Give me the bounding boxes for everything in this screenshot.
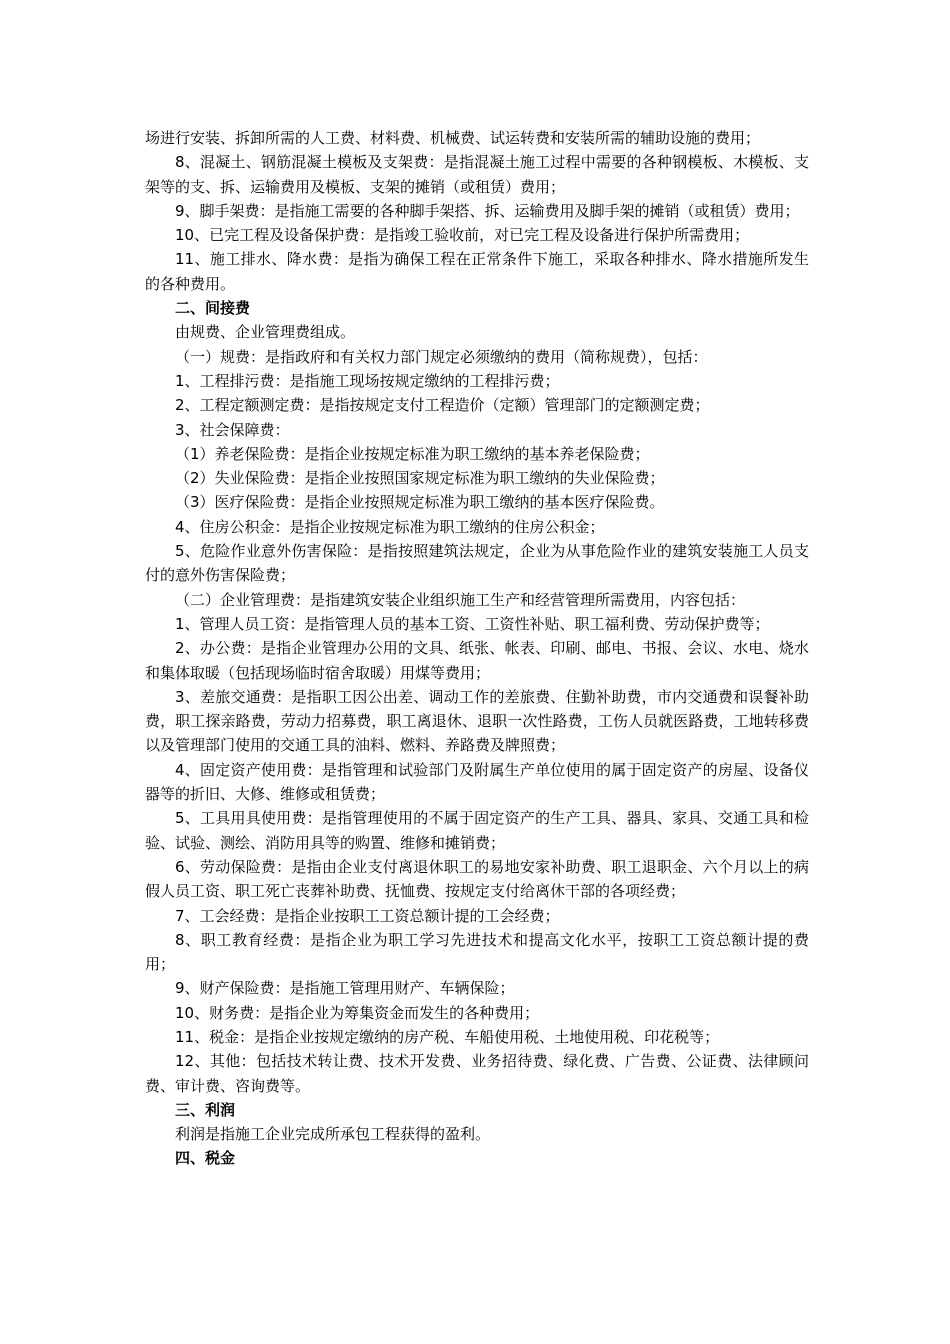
section-heading: 二、间接费	[175, 299, 251, 318]
section-heading: 四、税金	[175, 1149, 236, 1168]
paragraph: 4、固定资产使用费：是指管理和试验部门及附属生产单位使用的属于固定资产的房屋、设备仪器等的折旧、大修、维修或租赁费；	[145, 760, 809, 804]
paragraph: 利润是指施工企业完成所承包工程获得的盈利。	[175, 1125, 491, 1144]
paragraph: 3、社会保障费：	[175, 420, 290, 439]
paragraph: 5、工具用具使用费：是指管理使用的不属于固定资产的生产工具、器具、家具、交通工具和检验、试验、测绘、消防用具等的购置、维修和摊销费；	[145, 809, 809, 852]
paragraph: 4、住房公积金：是指企业按规定标准为职工缴纳的住房公积金；	[175, 517, 605, 536]
paragraph: （二）企业管理费：是指建筑安装企业组织施工生产和经营管理所需费用，内容包括：	[175, 590, 746, 609]
paragraph: 3、差旅交通费：是指职工因公出差、调动工作的差旅费、住勤补助费，市内交通费和误餐补助费，职工探亲路费，劳动力招募费，职工离退休、退职一次性路费，工伤人员就医路费，工地转移费以及管理部门使用的交通工具的油料、燃料、养路费及牌照费；	[145, 687, 809, 755]
paragraph: 8、职工教育经费：是指企业为职工学习先进技术和提高文化水平，按职工工资总额计提的费用；	[145, 930, 809, 974]
paragraph: 7、工会经费：是指企业按职工工资总额计提的工会经费；	[175, 906, 560, 925]
paragraph: 10、财务费：是指企业为筹集资金而发生的各种费用；	[175, 1003, 540, 1022]
paragraph: 9、脚手架费：是指施工需要的各种脚手架搭、拆、运输费用及脚手架的摊销（或租赁）费用；	[175, 201, 800, 220]
paragraph: （2）失业保险费：是指企业按照国家规定标准为职工缴纳的失业保险费；	[175, 469, 665, 488]
paragraph: 1、工程排污费：是指施工现场按规定缴纳的工程排污费；	[175, 371, 560, 390]
paragraph: 9、财产保险费：是指施工管理用财产、车辆保险；	[175, 979, 515, 998]
paragraph: 12、其他：包括技术转让费、技术开发费、业务招待费、绿化费、广告费、公证费、法律顾问费、审计费、咨询费等。	[145, 1052, 809, 1095]
paragraph: （一）规费：是指政府和有关权力部门规定必须缴纳的费用（简称规费），包括：	[175, 347, 708, 366]
document-body	[145, 126, 809, 1171]
paragraph: （1）养老保险费：是指企业按规定标准为职工缴纳的基本养老保险费；	[175, 444, 650, 463]
paragraph: 场进行安装、拆卸所需的人工费、材料费、机械费、试运转费和安装所需的辅助设施的费用；	[145, 129, 761, 147]
paragraph: 1、管理人员工资：是指管理人员的基本工资、工资性补贴、职工福利费、劳动保护费等；	[175, 614, 770, 633]
paragraph: 10、已完工程及设备保护费：是指竣工验收前，对已完工程及设备进行保护所需费用；	[175, 226, 750, 245]
paragraph: 2、工程定额测定费：是指按规定支付工程造价（定额）管理部门的定额测定费；	[175, 396, 710, 415]
section-heading: 三、利润	[175, 1100, 236, 1119]
paragraph: （3）医疗保险费：是指企业按照规定标准为职工缴纳的基本医疗保险费。	[175, 493, 665, 512]
paragraph: 6、劳动保险费：是指由企业支付离退休职工的易地安家补助费、职工退职金、六个月以上的病假人员工资、职工死亡丧葬补助费、抚恤费、按规定支付给离休干部的各项经费；	[145, 857, 809, 901]
paragraph: 5、危险作业意外伤害保险：是指按照建筑法规定，企业为从事危险作业的建筑安装施工人员支付的意外伤害保险费；	[145, 542, 809, 585]
paragraph: 由规费、企业管理费组成。	[175, 323, 356, 342]
paragraph: 8、混凝土、钢筋混凝土模板及支架费：是指混凝土施工过程中需要的各种钢模板、木模板、支架等的支、拆、运输费用及模板、支架的摊销（或租赁）费用；	[145, 153, 809, 196]
paragraph: 2、办公费：是指企业管理办公用的文具、纸张、帐表、印刷、邮电、书报、会议、水电、烧水和集体取暖（包括现场临时宿舍取暖）用煤等费用；	[145, 639, 809, 682]
paragraph: 11、施工排水、降水费：是指为确保工程在正常条件下施工，采取各种排水、降水措施所发生的各种费用。	[145, 250, 809, 293]
paragraph: 11、税金：是指企业按规定缴纳的房产税、车船使用税、土地使用税、印花税等；	[175, 1027, 720, 1046]
